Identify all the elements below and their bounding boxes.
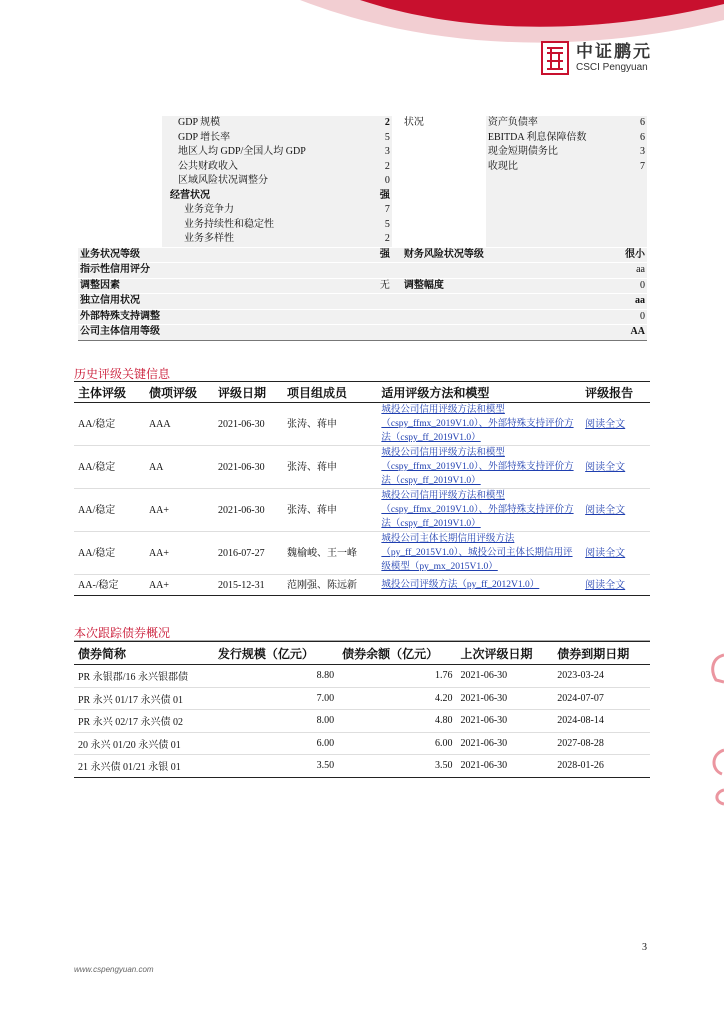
score-cell-d: 调整幅度 <box>392 278 486 294</box>
score-cell-c: 5 <box>370 218 391 233</box>
table-cell: 2021-06-30 <box>456 710 553 733</box>
method-link[interactable]: 城投公司信用评级方法和模型（cspy_ffmx_2019V1.0）、外部特殊支持评价方法（cspy_ff_2019V1.0） <box>381 491 574 529</box>
score-cell-e <box>486 203 619 218</box>
table-cell: 3.50 <box>214 755 338 778</box>
table-cell <box>581 403 650 446</box>
table-cell: 6.00 <box>338 732 456 755</box>
table-cell: 魏榆峻、王一峰 <box>283 532 377 575</box>
table-row <box>74 403 650 446</box>
score-cell-d <box>392 131 486 146</box>
table-cell: 6.00 <box>214 732 338 755</box>
table-cell: 2024-08-14 <box>553 710 650 733</box>
read-report-link[interactable]: 阅读全文 <box>585 504 626 516</box>
score-cell-e <box>486 189 619 204</box>
score-cell-f: AA <box>619 325 647 341</box>
table-row <box>74 489 650 532</box>
score-cell-c: 3 <box>370 145 391 160</box>
table-cell: 2023-03-24 <box>553 665 650 688</box>
column-header: 主体评级 <box>74 382 145 403</box>
table-cell: 2021-06-30 <box>456 665 553 688</box>
table-cell: 2027-08-28 <box>553 732 650 755</box>
score-cell-d <box>392 309 486 325</box>
company-logo <box>541 41 652 75</box>
score-cell-c: 2 <box>370 116 391 131</box>
bonds-section-title: 本次跟踪债券概况 <box>74 626 171 640</box>
score-cell-c <box>370 309 391 325</box>
score-cell-b <box>162 309 370 325</box>
score-cell-d <box>392 160 486 175</box>
table-row <box>74 755 650 778</box>
score-cell-c: 7 <box>370 203 391 218</box>
table-cell: 2028-01-26 <box>553 755 650 778</box>
column-header: 债券简称 <box>74 642 214 665</box>
score-cell-a <box>78 174 162 189</box>
column-header: 债项评级 <box>145 382 214 403</box>
page-number: 3 <box>642 942 647 953</box>
score-cell-e <box>486 309 619 325</box>
score-row <box>78 232 647 247</box>
score-cell-d <box>392 174 486 189</box>
score-cell-a: 业务状况等级 <box>78 247 162 263</box>
read-report-link[interactable]: 阅读全文 <box>585 461 626 473</box>
score-cell-e <box>486 263 619 279</box>
score-cell-b: 公共财政收入 <box>162 160 370 175</box>
score-cell-f: 7 <box>619 160 647 175</box>
table-cell: 3.50 <box>338 755 456 778</box>
column-header: 发行规模（亿元） <box>214 642 338 665</box>
score-row <box>78 145 647 160</box>
score-row <box>78 160 647 175</box>
table-cell: PR 永兴 01/17 永兴债 01 <box>74 687 214 710</box>
column-header: 债券到期日期 <box>553 642 650 665</box>
table-header-row <box>74 642 650 665</box>
table-cell: 张涛、蒋申 <box>283 403 377 446</box>
score-cell-e <box>486 174 619 189</box>
table-cell: 张涛、蒋申 <box>283 489 377 532</box>
method-link[interactable]: 城投公司评级方法（py_ff_2012V1.0） <box>381 580 540 590</box>
score-row <box>78 263 647 279</box>
table-cell <box>581 446 650 489</box>
score-row <box>78 174 647 189</box>
table-cell <box>377 532 581 575</box>
score-cell-b: GDP 规模 <box>162 116 370 131</box>
score-cell-e: 资产负债率 <box>486 116 619 131</box>
table-cell: 范刚强、陈远新 <box>283 575 377 596</box>
score-row <box>78 309 647 325</box>
table-cell: 2021-06-30 <box>214 489 283 532</box>
score-cell-a: 公司主体信用等级 <box>78 325 162 341</box>
table-cell: AA+ <box>145 489 214 532</box>
score-cell-a <box>78 131 162 146</box>
table-cell: 2015-12-31 <box>214 575 283 596</box>
score-cell-f: 0 <box>619 309 647 325</box>
score-cell-c: 0 <box>370 174 391 189</box>
column-header: 适用评级方法和模型 <box>377 382 581 403</box>
score-cell-f: aa <box>619 294 647 310</box>
score-cell-f <box>619 189 647 204</box>
table-row <box>74 732 650 755</box>
method-link[interactable]: 城投公司主体长期信用评级方法（py_ff_2015V1.0）、城投公司主体长期信用评级模型（py_mx_2015V1.0） <box>381 534 573 572</box>
rating-history-table <box>74 381 650 596</box>
score-cell-d: 状况 <box>403 117 424 129</box>
logo-name-en: CSCI Pengyuan <box>576 61 648 73</box>
score-cell-b: GDP 增长率 <box>162 131 370 146</box>
score-row <box>78 116 647 131</box>
score-cell-f <box>619 232 647 247</box>
score-cell-d <box>392 232 486 247</box>
score-cell-a <box>78 116 162 131</box>
table-cell <box>377 489 581 532</box>
logo-name-cn: 中证鹏元 <box>576 41 652 62</box>
column-header: 债券余额（亿元） <box>338 642 456 665</box>
score-cell-c: 5 <box>370 131 391 146</box>
table-cell: 2024-07-07 <box>553 687 650 710</box>
score-cell-e: 现金短期债务比 <box>486 145 619 160</box>
table-cell: 4.80 <box>338 710 456 733</box>
table-cell: AA/稳定 <box>74 403 145 446</box>
score-cell-f: 很小 <box>619 247 647 263</box>
tracked-bonds-table <box>74 641 650 778</box>
column-header: 项目组成员 <box>283 382 377 403</box>
score-cell-c <box>370 263 391 279</box>
table-cell: AA-/稳定 <box>74 575 145 596</box>
score-cell-f: 6 <box>619 131 647 146</box>
score-cell-a <box>78 160 162 175</box>
table-row <box>74 575 650 596</box>
score-cell-c <box>370 294 391 310</box>
table-cell: 2016-07-27 <box>214 532 283 575</box>
score-cell-c: 强 <box>370 247 391 263</box>
table-cell: AA/稳定 <box>74 532 145 575</box>
score-cell-f <box>619 218 647 233</box>
table-cell: 20 永兴 01/20 永兴债 01 <box>74 732 214 755</box>
score-cell-c: 2 <box>370 232 391 247</box>
table-cell: 2021-06-30 <box>214 446 283 489</box>
score-cell-e: EBITDA 利息保障倍数 <box>486 131 619 146</box>
footer-url: www.cspengyuan.com <box>74 965 154 974</box>
score-cell-b: 业务持续性和稳定性 <box>162 218 370 233</box>
score-cell-b: 区域风险状况调整分 <box>162 174 370 189</box>
table-cell <box>377 403 581 446</box>
score-cell-f: aa <box>619 263 647 279</box>
score-cell-e <box>486 247 619 263</box>
score-row <box>78 189 647 204</box>
table-cell: 2021-06-30 <box>214 403 283 446</box>
table-cell: 1.76 <box>338 665 456 688</box>
table-cell: AA/稳定 <box>74 446 145 489</box>
score-cell-b: 业务竞争力 <box>162 203 370 218</box>
table-cell <box>581 532 650 575</box>
table-header-row <box>74 382 650 403</box>
score-cell-b: 经营状况 <box>162 189 370 204</box>
score-row <box>78 203 647 218</box>
table-row <box>74 687 650 710</box>
score-cell-c: 强 <box>370 189 391 204</box>
score-cell-f <box>619 203 647 218</box>
score-cell-d <box>392 218 486 233</box>
score-table <box>78 116 647 341</box>
score-cell-f <box>619 174 647 189</box>
score-cell-e <box>486 278 619 294</box>
score-cell-d <box>392 263 486 279</box>
score-cell-b: 业务多样性 <box>162 232 370 247</box>
score-cell-e <box>486 218 619 233</box>
score-cell-d <box>392 189 486 204</box>
table-cell: AA <box>145 446 214 489</box>
score-cell-f: 6 <box>619 116 647 131</box>
score-cell-c: 2 <box>370 160 391 175</box>
score-cell-a: 调整因素 <box>78 278 162 294</box>
table-row <box>74 710 650 733</box>
table-cell <box>581 575 650 596</box>
score-cell-c <box>370 325 391 341</box>
score-cell-d: 财务风险状况等级 <box>392 247 486 263</box>
score-cell-a: 指示性信用评分 <box>78 263 162 279</box>
table-cell <box>581 489 650 532</box>
table-cell: AA+ <box>145 532 214 575</box>
table-cell: 张涛、蒋申 <box>283 446 377 489</box>
score-cell-a <box>78 218 162 233</box>
score-row <box>78 325 647 341</box>
score-cell-e <box>486 294 619 310</box>
score-cell-a: 独立信用状况 <box>78 294 162 310</box>
score-cell-f: 3 <box>619 145 647 160</box>
table-cell: 2021-06-30 <box>456 755 553 778</box>
score-cell-a <box>78 203 162 218</box>
history-section-title: 历史评级关键信息 <box>74 367 171 381</box>
table-cell: AA/稳定 <box>74 489 145 532</box>
score-cell-b: 地区人均 GDP/全国人均 GDP <box>162 145 370 160</box>
column-header: 上次评级日期 <box>456 642 553 665</box>
score-cell-d <box>392 325 486 341</box>
score-cell-c: 无 <box>370 278 391 294</box>
table-cell <box>377 446 581 489</box>
table-cell <box>377 575 581 596</box>
table-row <box>74 532 650 575</box>
score-cell-e: 收现比 <box>486 160 619 175</box>
score-cell-b <box>162 325 370 341</box>
table-cell: 8.00 <box>214 710 338 733</box>
score-row <box>78 294 647 310</box>
score-cell-b <box>162 294 370 310</box>
score-cell-d <box>392 294 486 310</box>
table-cell: AA+ <box>145 575 214 596</box>
logo-seal-icon <box>541 41 569 75</box>
read-report-link[interactable]: 阅读全文 <box>585 579 626 591</box>
table-cell: 4.20 <box>338 687 456 710</box>
red-stamp-watermark <box>706 650 724 810</box>
table-cell: PR 永兴 02/17 永兴债 02 <box>74 710 214 733</box>
table-cell: 2021-06-30 <box>456 732 553 755</box>
score-cell-a <box>78 189 162 204</box>
score-cell-d <box>392 145 486 160</box>
table-row <box>74 446 650 489</box>
method-link[interactable]: 城投公司信用评级方法和模型（cspy_ffmx_2019V1.0）、外部特殊支持评价方法（cspy_ff_2019V1.0） <box>381 405 574 443</box>
table-cell: 8.80 <box>214 665 338 688</box>
table-cell: AAA <box>145 403 214 446</box>
score-cell-a: 外部特殊支持调整 <box>78 309 162 325</box>
score-row <box>78 218 647 233</box>
table-row <box>74 665 650 688</box>
column-header: 评级日期 <box>214 382 283 403</box>
score-cell-b <box>162 247 370 263</box>
score-cell-f: 0 <box>619 278 647 294</box>
score-cell-d <box>392 203 486 218</box>
read-report-link[interactable]: 阅读全文 <box>585 418 626 430</box>
score-cell-a <box>78 232 162 247</box>
table-cell: 7.00 <box>214 687 338 710</box>
score-cell-a <box>78 145 162 160</box>
score-cell-e <box>486 232 619 247</box>
method-link[interactable]: 城投公司信用评级方法和模型（cspy_ffmx_2019V1.0）、外部特殊支持评价方法（cspy_ff_2019V1.0） <box>381 448 574 486</box>
table-cell: PR 永银郡/16 永兴银郡债 <box>74 665 214 688</box>
read-report-link[interactable]: 阅读全文 <box>585 547 626 559</box>
table-cell: 21 永兴债 01/21 永银 01 <box>74 755 214 778</box>
score-row <box>78 131 647 146</box>
score-cell-b <box>162 263 370 279</box>
score-row <box>78 247 647 263</box>
score-cell-b <box>162 278 370 294</box>
column-header: 评级报告 <box>581 382 650 403</box>
table-cell: 2021-06-30 <box>456 687 553 710</box>
score-cell-e <box>486 325 619 341</box>
score-row <box>78 278 647 294</box>
